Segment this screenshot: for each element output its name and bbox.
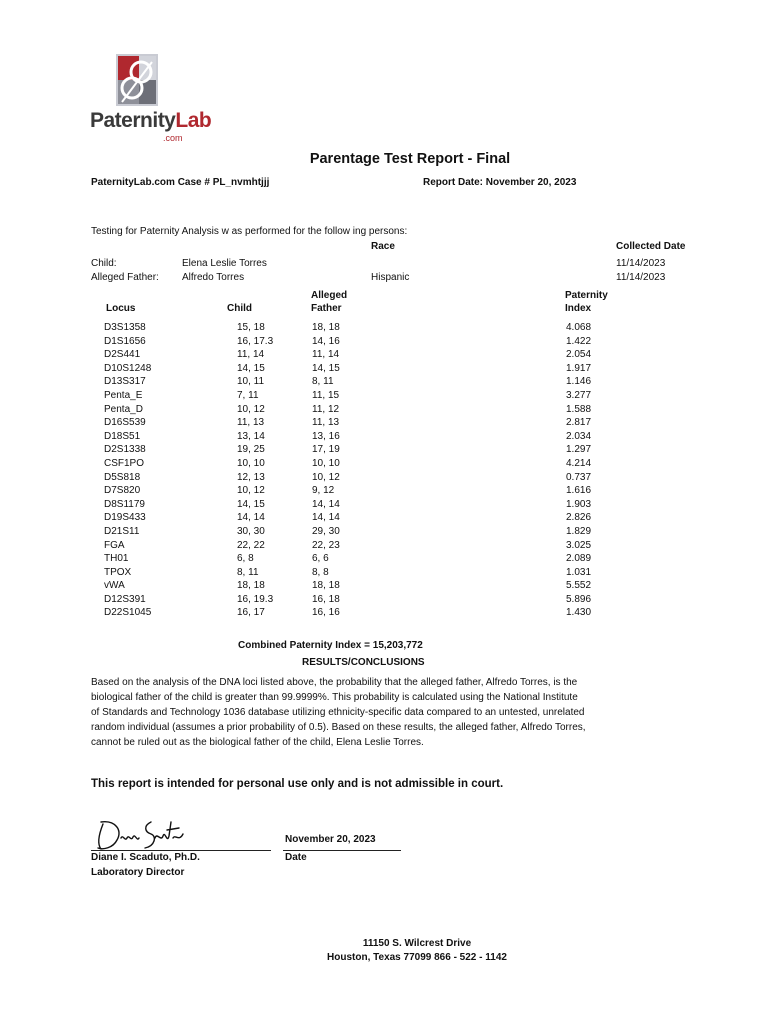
father-alleles-cell: 11, 12 xyxy=(312,403,340,415)
father-collected-date: 11/14/2023 xyxy=(616,272,666,283)
child-alleles-cell: 12, 13 xyxy=(237,471,265,483)
address-line-2: Houston, Texas 77099 866 - 522 - 1142 xyxy=(327,952,507,963)
table-row xyxy=(104,484,591,498)
paternity-index-cell: 1.903 xyxy=(566,498,592,510)
table-row xyxy=(104,389,591,403)
address-line-1: 11150 S. Wilcrest Drive xyxy=(362,938,472,949)
locus-cell: D3S1358 xyxy=(104,322,146,333)
child-alleles-cell: 10, 12 xyxy=(237,403,265,415)
director-name: Diane I. Scaduto, Ph.D. xyxy=(91,852,200,863)
conclusion-line: cannot be ruled out as the biological father of the child, Elena Leslie Torres. xyxy=(91,737,424,748)
paternity-index-cell: 2.817 xyxy=(566,417,592,429)
table-row xyxy=(104,525,591,539)
paternity-index-cell: 2.054 xyxy=(566,349,592,361)
child-alleles-cell: 16, 17 xyxy=(237,607,265,619)
paternity-index-cell: 1.616 xyxy=(566,485,592,497)
combined-paternity-index: Combined Paternity Index = 15,203,772 xyxy=(238,640,423,651)
signature-date: November 20, 2023 xyxy=(285,834,376,845)
child-alleles-cell: 14, 14 xyxy=(237,512,265,524)
locus-cell: CSF1PO xyxy=(104,457,145,469)
father-alleles-cell: 11, 15 xyxy=(312,389,340,401)
table-row xyxy=(104,593,591,607)
logo-wordmark xyxy=(90,110,211,132)
table-row xyxy=(104,457,591,471)
child-alleles-cell: 18, 18 xyxy=(237,580,265,592)
conclusion-text xyxy=(91,675,631,750)
child-name: Elena Leslie Torres xyxy=(182,258,267,269)
father-alleles-cell: 8, 11 xyxy=(312,376,334,388)
director-role: Laboratory Director xyxy=(91,867,185,878)
father-alleles-cell: 14, 14 xyxy=(312,512,340,524)
table-row xyxy=(104,375,591,389)
father-alleles-cell: 17, 19 xyxy=(312,444,340,456)
father-alleles-cell: 22, 23 xyxy=(312,539,340,551)
alleged-header-top: Alleged xyxy=(311,290,348,301)
child-alleles-cell: 30, 30 xyxy=(237,525,265,537)
table-row xyxy=(104,552,591,566)
table-row xyxy=(104,443,591,457)
locus-cell: D1S1656 xyxy=(104,335,146,347)
table-row xyxy=(104,539,591,553)
father-name: Alfredo Torres xyxy=(182,272,245,283)
table-row xyxy=(104,335,591,349)
father-alleles-cell: 10, 10 xyxy=(312,457,340,469)
child-alleles-cell: 14, 15 xyxy=(237,498,265,510)
paternity-index-cell: 3.277 xyxy=(566,389,592,401)
locus-cell: D7S820 xyxy=(104,485,141,497)
child-alleles-cell: 11, 14 xyxy=(237,349,265,361)
father-alleles-cell: 6, 6 xyxy=(312,553,329,565)
locus-cell: TH01 xyxy=(104,553,129,565)
locus-cell: D21S11 xyxy=(104,525,140,537)
table-row xyxy=(104,471,591,485)
paternity-index-cell: 5.552 xyxy=(566,580,592,592)
results-heading: RESULTS/CONCLUSIONS xyxy=(302,657,425,668)
case-number: PaternityLab.com Case # PL_nvmhtjjj xyxy=(91,177,270,188)
table-row xyxy=(104,566,591,580)
locus-cell: Penta_D xyxy=(104,403,143,415)
paternity-index-cell: 1.297 xyxy=(566,444,592,456)
father-alleles-cell: 14, 14 xyxy=(312,498,340,510)
paternity-index-cell: 2.089 xyxy=(566,553,592,565)
child-header: Child xyxy=(227,303,252,314)
paternity-index-cell: 1.588 xyxy=(566,403,592,415)
table-row xyxy=(104,606,591,620)
conclusion-line: random individual (assumes a prior probability of 0.5). Based on these results, the alleged father, Alfredo Torres, xyxy=(91,722,586,733)
father-alleles-cell: 11, 14 xyxy=(312,349,340,361)
child-alleles-cell: 16, 17.3 xyxy=(237,335,274,347)
father-alleles-cell: 16, 16 xyxy=(312,607,340,619)
child-alleles-cell: 10, 12 xyxy=(237,485,265,497)
child-alleles-cell: 15, 18 xyxy=(237,322,265,333)
child-alleles-cell: 10, 11 xyxy=(237,376,265,388)
signature-line xyxy=(91,850,271,851)
locus-cell: D19S433 xyxy=(104,512,146,524)
father-alleles-cell: 18, 18 xyxy=(312,322,340,333)
child-alleles-cell: 16, 19.3 xyxy=(237,593,274,605)
father-alleles-cell: 18, 18 xyxy=(312,580,340,592)
locus-cell: D8S1179 xyxy=(104,498,145,510)
paternity-index-cell: 2.034 xyxy=(566,430,592,442)
child-alleles-cell: 13, 14 xyxy=(237,430,265,442)
locus-cell: TPOX xyxy=(104,566,132,578)
loci-table-body xyxy=(104,321,591,620)
paternity-index-cell: 1.031 xyxy=(566,566,592,578)
table-row xyxy=(104,416,591,430)
paternity-index-cell: 4.068 xyxy=(566,322,592,333)
paternity-index-cell: 1.422 xyxy=(566,335,592,347)
child-alleles-cell: 14, 15 xyxy=(237,362,265,374)
paternity-index-cell: 1.146 xyxy=(566,376,592,388)
loci-table xyxy=(104,321,591,620)
father-alleles-cell: 10, 12 xyxy=(312,471,340,483)
child-alleles-cell: 11, 13 xyxy=(237,417,265,429)
child-alleles-cell: 6, 8 xyxy=(237,553,254,565)
date-label: Date xyxy=(285,852,307,863)
table-row xyxy=(104,579,591,593)
locus-cell: D18S51 xyxy=(104,430,141,442)
locus-cell: Penta_E xyxy=(104,389,143,401)
father-alleles-cell: 8, 8 xyxy=(312,566,329,578)
race-header: Race xyxy=(371,241,395,252)
father-header-bottom: Father xyxy=(311,303,342,314)
paternity-index-cell: 1.917 xyxy=(566,362,592,374)
father-alleles-cell: 9, 12 xyxy=(312,485,335,497)
paternity-index-cell: 3.025 xyxy=(566,539,592,551)
locus-cell: D22S1045 xyxy=(104,607,152,619)
disclaimer: This report is intended for personal use only and is not admissible in court. xyxy=(91,778,504,790)
child-role-label: Child: xyxy=(91,258,117,269)
conclusion-line: biological father of the child is greater than 99.9999%. This probability is calculated using the National Institute xyxy=(91,692,578,703)
logo-wordmark-accent: Lab xyxy=(175,109,212,132)
date-line xyxy=(283,850,401,851)
locus-cell: D12S391 xyxy=(104,593,146,605)
table-row xyxy=(104,348,591,362)
paternity-index-cell: 0.737 xyxy=(566,471,592,483)
father-role-label: Alleged Father: xyxy=(91,272,159,283)
father-alleles-cell: 13, 16 xyxy=(312,430,340,442)
index-header-bottom: Index xyxy=(565,303,592,314)
father-alleles-cell: 16, 18 xyxy=(312,593,340,605)
paternity-header-top: Paternity xyxy=(565,290,608,301)
child-alleles-cell: 8, 11 xyxy=(237,566,259,578)
locus-cell: FGA xyxy=(104,539,125,551)
child-alleles-cell: 19, 25 xyxy=(237,444,265,456)
table-row xyxy=(104,362,591,376)
father-alleles-cell: 11, 13 xyxy=(312,417,340,429)
report-title: Parentage Test Report - Final xyxy=(309,151,511,167)
child-alleles-cell: 22, 22 xyxy=(237,539,265,551)
collected-date-header: Collected Date xyxy=(616,241,686,252)
table-row xyxy=(104,498,591,512)
father-race: Hispanic xyxy=(371,272,410,283)
child-alleles-cell: 7, 11 xyxy=(237,389,259,401)
father-alleles-cell: 29, 30 xyxy=(312,525,340,537)
logo-wordmark-main: Paternity xyxy=(90,109,176,132)
locus-cell: D2S1338 xyxy=(104,444,146,456)
paternitylab-logo-icon xyxy=(116,54,158,106)
logo-dotcom: .com xyxy=(163,133,183,143)
conclusion-line: Based on the analysis of the DNA loci listed above, the probability that the alleged father, Alfredo Torres, is the xyxy=(91,677,578,688)
paternity-index-cell: 5.896 xyxy=(566,593,592,605)
child-alleles-cell: 10, 10 xyxy=(237,457,265,469)
report-date: Report Date: November 20, 2023 xyxy=(423,177,577,188)
locus-cell: D13S317 xyxy=(104,376,146,388)
conclusion-line: of Standards and Technology 1036 database utilizing ethnicity-specific data compared to an untested, unrelated xyxy=(91,707,585,718)
table-row xyxy=(104,403,591,417)
father-alleles-cell: 14, 16 xyxy=(312,335,340,347)
locus-cell: D5S818 xyxy=(104,471,141,483)
table-row xyxy=(104,511,591,525)
paternity-index-cell: 1.829 xyxy=(566,525,592,537)
intro-text: Testing for Paternity Analysis w as performed for the follow ing persons: xyxy=(91,226,408,237)
locus-cell: D16S539 xyxy=(104,417,146,429)
table-row xyxy=(104,321,591,335)
paternity-index-cell: 2.826 xyxy=(566,512,592,524)
locus-cell: D2S441 xyxy=(104,349,141,361)
locus-header: Locus xyxy=(106,303,136,314)
father-alleles-cell: 14, 15 xyxy=(312,362,340,374)
paternity-index-cell: 4.214 xyxy=(566,457,592,469)
signature-image xyxy=(93,816,188,854)
table-row xyxy=(104,430,591,444)
lab-address xyxy=(0,937,768,965)
child-collected-date: 11/14/2023 xyxy=(616,258,666,269)
locus-cell: D10S1248 xyxy=(104,362,152,374)
locus-cell: vWA xyxy=(104,580,125,592)
paternity-index-cell: 1.430 xyxy=(566,607,592,619)
